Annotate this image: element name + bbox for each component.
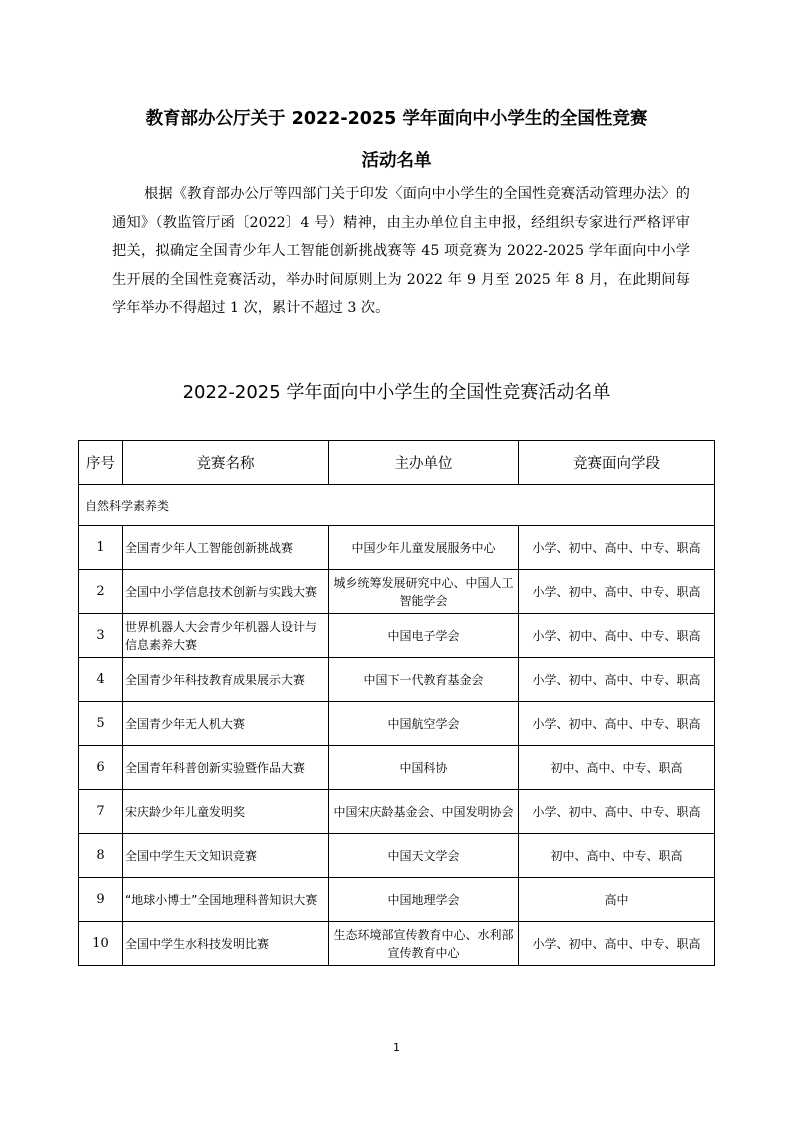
competition-name: 宋庆龄少年儿童发明奖 [123, 790, 329, 834]
competition-name: 全国中学生天文知识竞赛 [123, 834, 329, 878]
organizer: 城乡统筹发展研究中心、中国人工智能学会 [329, 570, 519, 614]
school-stage: 初中、高中、中专、职高 [519, 834, 715, 878]
header-name: 竞赛名称 [123, 441, 329, 485]
school-stage: 高中 [519, 878, 715, 922]
table-title: 2022-2025 学年面向中小学生的全国性竞赛活动名单 [182, 382, 611, 403]
table-row [79, 790, 715, 834]
organizer: 中国少年儿童发展服务中心 [329, 526, 519, 570]
table-row [79, 834, 715, 878]
page-number: 1 [393, 1041, 400, 1054]
competition-name: 全国青少年无人机大赛 [123, 702, 329, 746]
organizer: 生态环境部宣传教育中心、水利部宣传教育中心 [329, 922, 519, 966]
school-stage: 小学、初中、高中、中专、职高 [519, 790, 715, 834]
organizer: 中国天文学会 [329, 834, 519, 878]
row-number: 8 [79, 834, 123, 878]
table-header-row [79, 441, 715, 485]
competition-name: “地球小博士”全国地理科普知识大赛 [123, 878, 329, 922]
category-label: 自然科学素养类 [79, 485, 715, 526]
school-stage: 小学、初中、高中、中专、职高 [519, 702, 715, 746]
organizer: 中国电子学会 [329, 614, 519, 658]
header-organizer: 主办单位 [329, 441, 519, 485]
competition-name: 全国青少年科技教育成果展示大赛 [123, 658, 329, 702]
organizer: 中国宋庆龄基金会、中国发明协会 [329, 790, 519, 834]
category-row [79, 485, 715, 526]
competition-name: 全国中学生水科技发明比赛 [123, 922, 329, 966]
organizer: 中国航空学会 [329, 702, 519, 746]
row-number: 1 [79, 526, 123, 570]
school-stage: 小学、初中、高中、中专、职高 [519, 922, 715, 966]
organizer: 中国下一代教育基金会 [329, 658, 519, 702]
competition-name: 全国青年科普创新实验暨作品大赛 [123, 746, 329, 790]
table-row [79, 526, 715, 570]
school-stage: 小学、初中、高中、中专、职高 [519, 658, 715, 702]
intro-paragraph: 根据《教育部办公厅等四部门关于印发〈面向中小学生的全国性竞赛活动管理办法〉的通知》（教监管厅函〔2022〕4 号）精神，由主办单位自主申报，经组织专家进行严格评审把关，拟确定全国青少年人工智能创新挑战赛等 45 项竞赛为 2022-2025 学年面向中小学生开展的全国性竞赛活动，举办时间原则上为 2022 年 9 月至 2025 年 8 月，在此期间每学年举办不得超过 1 次，累计不超过 3 次。 [112, 186, 690, 316]
school-stage: 小学、初中、高中、中专、职高 [519, 614, 715, 658]
school-stage: 小学、初中、高中、中专、职高 [519, 570, 715, 614]
row-number: 4 [79, 658, 123, 702]
table-row [79, 746, 715, 790]
table-row [79, 922, 715, 966]
school-stage: 小学、初中、高中、中专、职高 [519, 526, 715, 570]
header-stage: 竞赛面向学段 [519, 441, 715, 485]
competition-name: 全国中小学信息技术创新与实践大赛 [123, 570, 329, 614]
table-row [79, 614, 715, 658]
row-number: 2 [79, 570, 123, 614]
document-title-line1: 教育部办公厅关于 2022-2025 学年面向中小学生的全国性竞赛 [145, 109, 648, 129]
row-number: 5 [79, 702, 123, 746]
row-number: 3 [79, 614, 123, 658]
document-title-line2: 活动名单 [361, 151, 432, 171]
row-number: 6 [79, 746, 123, 790]
table-row [79, 878, 715, 922]
row-number: 7 [79, 790, 123, 834]
row-number: 10 [79, 922, 123, 966]
competition-name: 全国青少年人工智能创新挑战赛 [123, 526, 329, 570]
competition-name: 世界机器人大会青少年机器人设计与信息素养大赛 [123, 614, 329, 658]
header-number: 序号 [79, 441, 123, 485]
competition-table [78, 440, 715, 966]
table-row [79, 570, 715, 614]
table-row [79, 702, 715, 746]
table-row [79, 658, 715, 702]
row-number: 9 [79, 878, 123, 922]
organizer: 中国科协 [329, 746, 519, 790]
school-stage: 初中、高中、中专、职高 [519, 746, 715, 790]
organizer: 中国地理学会 [329, 878, 519, 922]
